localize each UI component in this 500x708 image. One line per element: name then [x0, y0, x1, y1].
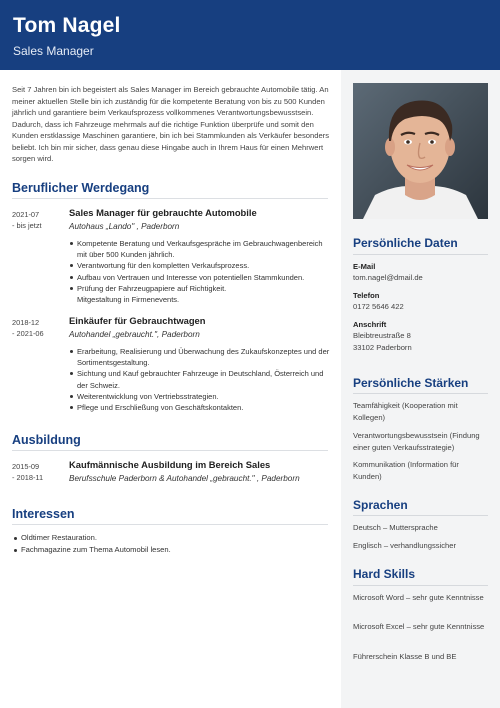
list-item: Pflege und Erschließung von Geschäftskontakten.	[69, 402, 331, 413]
email-label: E-Mail	[353, 262, 376, 271]
entry-bullets	[69, 346, 331, 413]
skill-item: Microsoft Word – sehr gute Kenntnisse	[353, 593, 484, 602]
entry-date: 2021-07 - bis jetzt	[12, 210, 42, 230]
section-divider	[12, 524, 328, 525]
profile-summary: Seit 7 Jahren bin ich begeistert als Sales Manager im Bereich gebrauchte Automobile tätig. An meiner aktuellen Stelle bin ich zuständig für die kompetente Beratung von bis zu 500 Kunden jährlich und garantiere beim Verkaufsprozess vollkommenes Verantwortungsbewusstsein. Dadurch, dass ich Fahrzeuge mehrmals auf die richtige Funktion überprüfe und somit den Kunden erstklassige Maschinen garantiere, bin ich bei Stammkunden als Verkäufer besonders beliebt. Ich bin mir sicher, dass genau diese Hingabe auch in Ihrem Haus für einen Mehrwert sorgen wird.	[12, 85, 330, 163]
resume-header	[0, 0, 500, 70]
email-value: tom.nagel@dmail.de	[353, 273, 423, 282]
language-item: Deutsch – Muttersprache	[353, 523, 438, 532]
section-divider	[12, 450, 328, 451]
candidate-role: Sales Manager	[13, 44, 94, 58]
entry-title: Kaufmännische Ausbildung im Bereich Sales	[69, 459, 271, 470]
section-title-languages: Sprachen	[353, 498, 408, 512]
entry-bullets	[69, 238, 331, 305]
section-divider	[12, 198, 328, 199]
language-item: Englisch – verhandlungssicher	[353, 541, 456, 550]
phone-label: Telefon	[353, 291, 380, 300]
skill-item: Microsoft Excel – sehr gute Kenntnisse	[353, 622, 485, 631]
list-item: Prüfung der Fahrzeugpapiere auf Richtigkeit. Mitgestaltung in Firmenevents.	[69, 283, 331, 305]
entry-company: Autohandel „gebraucht.", Paderborn	[69, 330, 200, 339]
section-title-strengths: Persönliche Stärken	[353, 376, 469, 390]
skill-item: Führerschein Klasse B und BE	[353, 652, 457, 661]
entry-title: Einkäufer für Gebrauchtwagen	[69, 315, 206, 326]
list-item: Fachmagazine zum Thema Automobil lesen.	[12, 544, 328, 556]
list-item: Kompetente Beratung und Verkaufsgespräche im Gebrauchwagenbereich mit über 500 Kunden jährlich.	[69, 238, 331, 260]
section-title-education: Ausbildung	[12, 433, 81, 447]
entry-title: Sales Manager für gebrauchte Automobile	[69, 207, 257, 218]
strength-item: Teamfähigkeit (Kooperation mit Kollegen)	[353, 401, 458, 422]
section-divider	[353, 585, 488, 586]
section-divider	[353, 393, 488, 394]
list-item: Erarbeitung, Realisierung und Überwachung des Zukaufskonzeptes und der Sortimentsgestaltung.	[69, 346, 331, 368]
address-label: Anschrift	[353, 320, 387, 329]
phone-value: 0172 5646 422	[353, 302, 404, 311]
section-title-skills: Hard Skills	[353, 567, 416, 581]
profile-photo	[353, 83, 488, 219]
strength-item: Kommunikation (Information für Kunden)	[353, 460, 459, 481]
list-item: Sichtung und Kauf gebrauchter Fahrzeuge in Deutschland, Österreich und der Schweiz.	[69, 368, 331, 390]
strength-item: Verantwortungsbewusstsein (Findung einer guten Verkaufsstrategie)	[353, 431, 480, 452]
entry-company: Berufsschule Paderborn & Autohandel „gebraucht." , Paderborn	[69, 474, 300, 483]
section-title-personal: Persönliche Daten	[353, 236, 458, 250]
list-item: Weiterentwicklung von Vertriebsstrategien.	[69, 391, 331, 402]
interests-list	[12, 532, 328, 556]
entry-company: Autohaus „Lando" , Paderborn	[69, 222, 180, 231]
list-item: Verantwortung für den kompletten Verkaufsprozess.	[69, 260, 331, 271]
list-item: Aufbau von Vertrauen und Interesse von potentiellen Stammkunden.	[69, 272, 331, 283]
section-title-experience: Beruflicher Werdegang	[12, 181, 150, 195]
section-divider	[353, 254, 488, 255]
portrait-image	[353, 83, 488, 219]
candidate-name: Tom Nagel	[13, 14, 121, 37]
section-divider	[353, 515, 488, 516]
section-title-interests: Interessen	[12, 507, 75, 521]
address-value: Bleibtreustraße 8 33102 Paderborn	[353, 331, 412, 352]
entry-date: 2018-12 - 2021-06	[12, 318, 44, 338]
entry-date: 2015-09 - 2018-11	[12, 462, 44, 482]
list-item: Oldtimer Restauration.	[12, 532, 328, 544]
